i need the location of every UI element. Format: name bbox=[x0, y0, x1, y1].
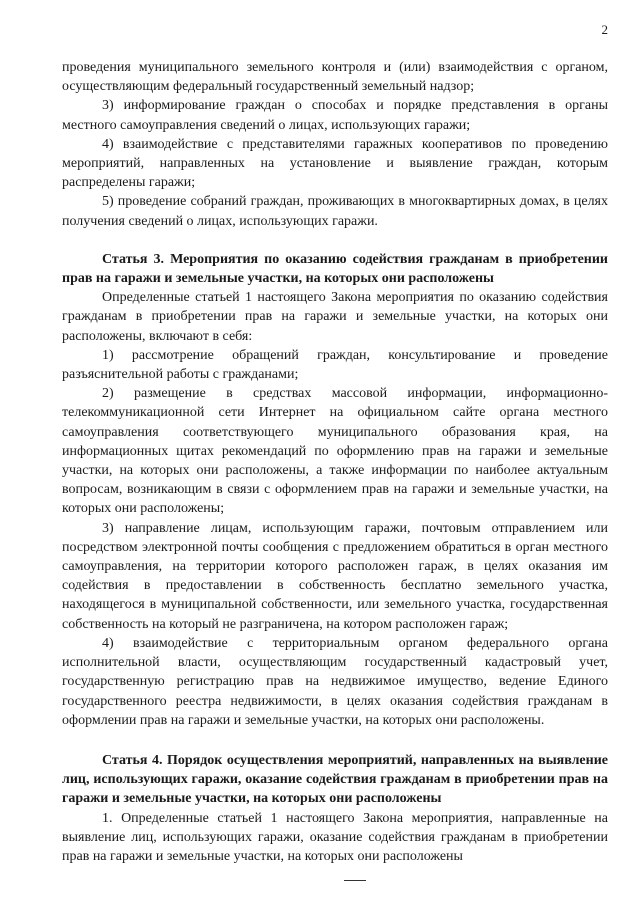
paragraph: 1. Определенные статьей 1 настоящего Закона мероприятия, направленные на выявление лиц, использующих гаражи, оказание содействия гражданам в приобретении прав на гаражи и земельные участки, на которых они расположены bbox=[62, 810, 608, 864]
list-item: 2) размещение в средствах массовой информации, информационно-телекоммуникационной сети Интернет на официальном сайте органа местного самоуправления соответствующего муниципального образования края, на информационных щитах рекомендаций по оформлению прав на гаражи и земельные участки, на которых они расположены, а также информации по наиболее актуальным вопросам, возникающим в связи с оформлением прав на гаражи и земельные участки, на которых они расположены; bbox=[62, 386, 608, 517]
paragraph: Определенные статьей 1 настоящего Закона мероприятия по оказанию содействия гражданам в приобретении прав на гаражи и земельные участки, на которых они расположены, включают в себя: bbox=[62, 290, 608, 344]
article-4-title: Статья 4. Порядок осуществления мероприятий, направленных на выявление лиц, использующих гаражи, оказание содействия гражданам в приобретении прав на гаражи и земельные участки, на которых они расположены bbox=[62, 752, 608, 807]
list-item: 3) информирование граждан о способах и порядке представления в органы местного самоуправления сведений о лицах, использующих гаражи; bbox=[62, 98, 608, 133]
list-item: 3) направление лицам, использующим гаражи, почтовым отправлением или посредством электронной почты сообщения с предложением обратиться в орган местного самоуправления, на территории которого расположен гараж, в целях оказания им содействия в предоставлении в собственность бесплатно земельного участка, находящегося в муниципальной собственности, или земельного участка, государственная собственность на который не разграничена, на котором расположен гараж; bbox=[62, 520, 608, 632]
page-number: 2 bbox=[601, 22, 608, 37]
list-item: 1) рассмотрение обращений граждан, консультирование и проведение разъяснительной работы с гражданами; bbox=[62, 347, 608, 383]
list-item: 4) взаимодействие с представителями гаражных кооперативов по проведению мероприятий, направленных на установление и выявление граждан, которым распределены гаражи; bbox=[62, 136, 608, 191]
paragraph: проведения муниципального земельного контроля и (или) взаимодействия с органом, осуществляющим федеральный государственный земельный надзор; bbox=[62, 60, 608, 95]
article-3-title: Статья 3. Мероприятия по оказанию содействия гражданам в приобретении прав на гаражи и земельные участки, на которых они расположены bbox=[62, 251, 608, 287]
list-item: 5) проведение собраний граждан, проживающих в многоквартирных домах, в целях получения сведений о лицах, использующих гаражи. bbox=[62, 194, 608, 229]
document-body bbox=[62, 58, 608, 866]
list-item: 4) взаимодействие с территориальным органом федерального органа исполнительной власти, осуществляющим государственный кадастровый учет, государственную регистрацию прав на недвижимое имущество, ведение Единого государственного реестра недвижимости, в целях оказания содействия гражданам в оформлении прав на гаражи и земельные участки, на которых они расположены. bbox=[62, 635, 608, 728]
footer-divider bbox=[344, 880, 366, 881]
